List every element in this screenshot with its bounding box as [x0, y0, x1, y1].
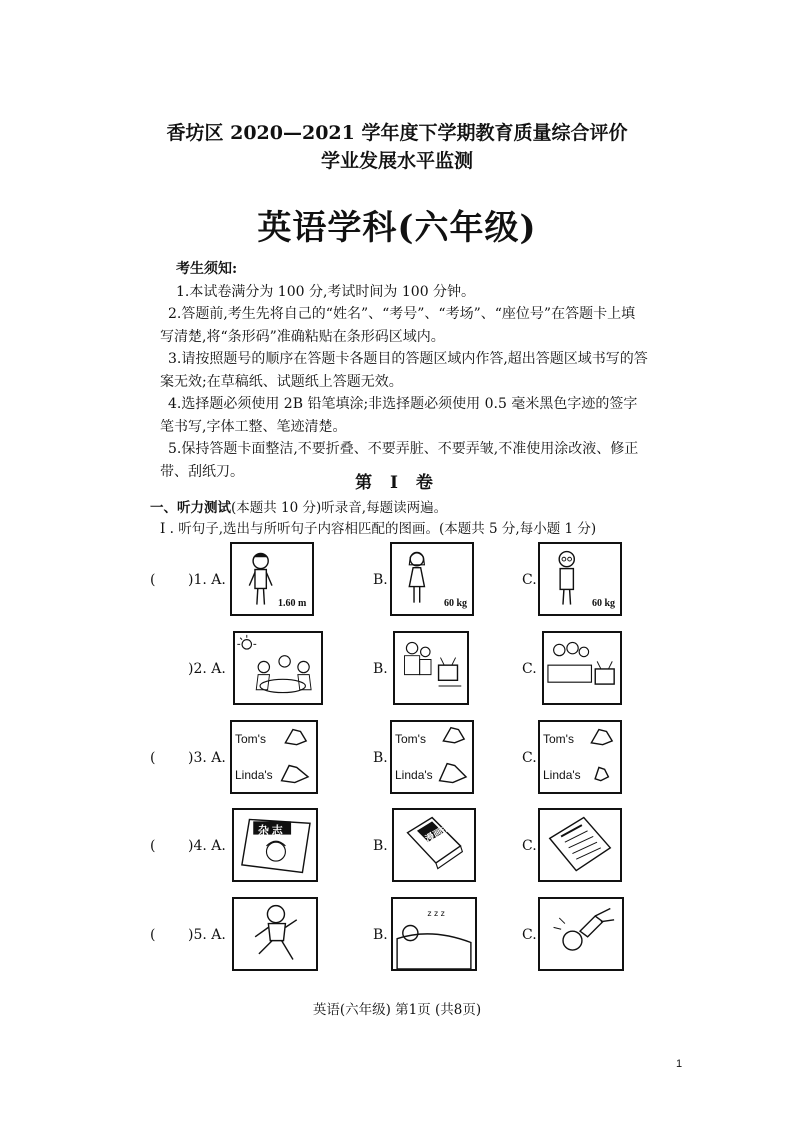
shoes-icon	[390, 720, 474, 794]
shoe-owner-label: Linda's	[235, 768, 273, 782]
weight-label: 60 kg	[444, 598, 468, 609]
part-title: I . 听句子,选出与所听句子内容相匹配的图画。(本题共 5 分,每小题 1 分)	[160, 521, 597, 537]
option-b-label: B.	[373, 750, 388, 766]
family-tv-icon	[393, 631, 469, 705]
question-row-2	[0, 631, 794, 707]
magazine-title: 杂 志	[258, 825, 283, 837]
section-title	[150, 496, 447, 516]
question-row-5	[0, 897, 794, 973]
page-footer: 英语(六年级) 第1页 (共8页)	[312, 1002, 482, 1018]
question-number: )5. A.	[188, 927, 226, 943]
subject-title: 英语学科(六年级)	[257, 208, 537, 248]
question-number: )4. A.	[188, 838, 226, 854]
running-boy-icon	[232, 897, 318, 971]
option-c-label: C.	[522, 750, 537, 766]
question-row-4	[0, 808, 794, 884]
shoe-owner-label: Linda's	[543, 768, 581, 782]
option-c-label: C.	[522, 661, 537, 677]
exam-title-line2: 学业发展水平监测	[320, 150, 473, 172]
answer-paren: (	[150, 838, 156, 854]
question-number: )1. A.	[188, 572, 226, 588]
notice-item: 3.请按照题号的顺序在答题卡各题目的答题区域内作答,超出答题区域书写的答案无效;在草稿纸、试题纸上答题无效。	[160, 351, 648, 390]
question-row-3	[0, 720, 794, 796]
shoe-owner-label: Linda's	[395, 768, 433, 782]
page-number: 1	[676, 1058, 683, 1070]
option-b-label: B.	[373, 572, 388, 588]
svg-text:z z z: z z z	[427, 908, 445, 919]
girl-weight-icon	[390, 542, 474, 616]
answer-paren: (	[150, 750, 156, 766]
magazine-icon	[232, 808, 318, 882]
grandpa-weight-icon	[538, 542, 622, 616]
section-title-rest: (本题共 10 分)听录音,每题读两遍。	[231, 500, 448, 516]
comic-book-icon	[392, 808, 476, 882]
shoe-owner-label: Tom's	[543, 732, 574, 746]
option-c-label: C.	[522, 572, 537, 588]
notice-item: 4.选择题必须使用 2B 铅笔填涂;非选择题必须使用 0.5 毫米黑色字迹的签字笔书写,字体工整、笔迹清楚。	[160, 396, 638, 435]
sleeping-boy-icon	[391, 897, 477, 971]
weight-label: 60 kg	[592, 598, 616, 609]
family-picnic-icon	[233, 631, 323, 705]
question-number: )3. A.	[188, 750, 226, 766]
height-label: 1.60 m	[278, 598, 307, 609]
option-b-label: B.	[373, 838, 388, 854]
exam-title-line1: 香坊区 2020—2021 学年度下学期教育质量综合评价	[166, 122, 628, 144]
answer-paren: (	[150, 927, 156, 943]
newspaper-icon	[538, 808, 622, 882]
option-c-label: C.	[522, 838, 537, 854]
shoe-owner-label: Tom's	[235, 732, 266, 746]
notice-item: 1.本试卷满分为 100 分,考试时间为 100 分钟。	[176, 283, 476, 300]
volume-title: 第 I 卷	[355, 473, 439, 493]
answer-paren: (	[150, 572, 156, 588]
question-number: )2. A.	[188, 661, 226, 677]
falling-boy-icon	[538, 897, 624, 971]
section-title-bold: 一、听力测试	[150, 500, 231, 516]
shoes-icon	[538, 720, 622, 794]
question-row-1	[0, 542, 794, 618]
option-b-label: B.	[373, 927, 388, 943]
comic-book-title: 漫画书	[423, 821, 452, 845]
notice-heading: 考生须知:	[176, 261, 238, 277]
notice-item: 5.保持答题卡面整洁,不要折叠、不要弄脏、不要弄皱,不准使用涂改液、修正带、刮纸刀。	[160, 441, 639, 480]
option-b-label: B.	[373, 661, 388, 677]
family-sofa-icon	[542, 631, 622, 705]
boy-height-icon	[230, 542, 314, 616]
notice-item: 2.答题前,考生先将自己的“姓名”、“考号”、“考场”、“座位号”在答题卡上填写清楚,将“条形码”准确粘贴在条形码区域内。	[160, 306, 636, 345]
shoes-icon	[230, 720, 318, 794]
candidate-notice	[160, 258, 648, 483]
shoe-owner-label: Tom's	[395, 732, 426, 746]
option-c-label: C.	[522, 927, 537, 943]
